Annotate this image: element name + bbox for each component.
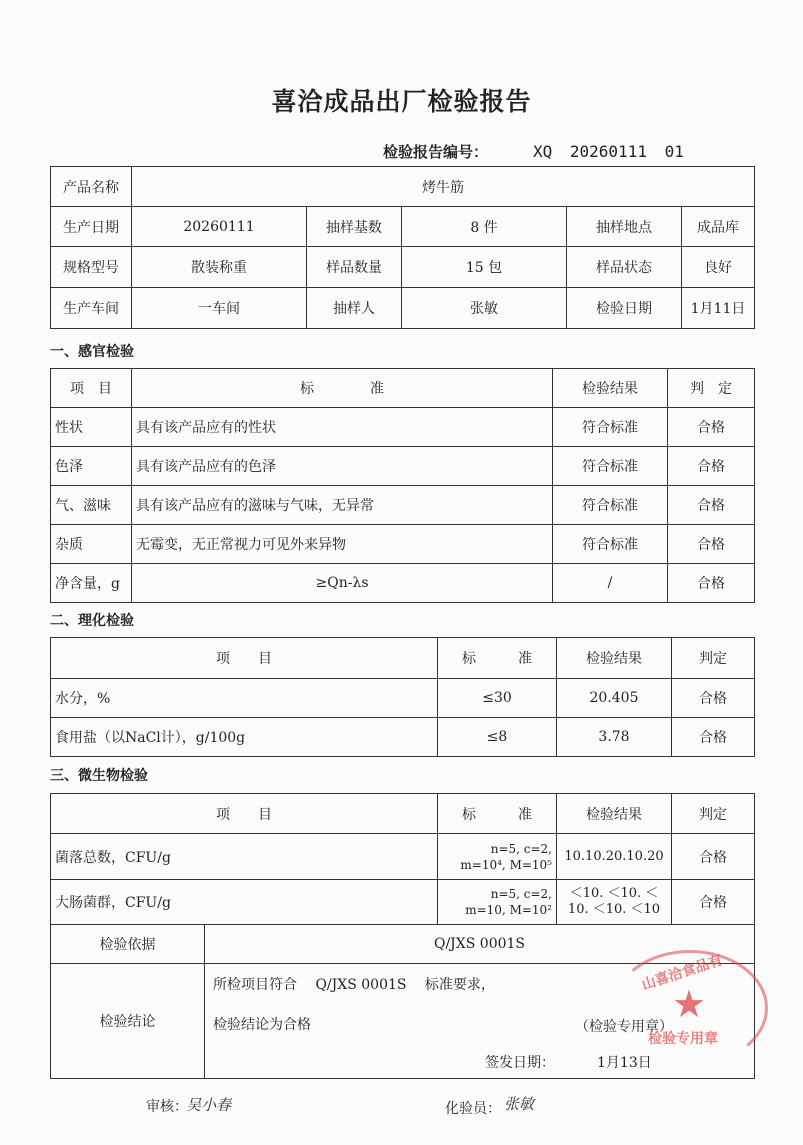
micro-result: 10.10.20.10.20 (557, 834, 672, 880)
physchem-verdict: 合格 (672, 718, 755, 757)
micro-item: 大肠菌群，CFU/g (51, 880, 438, 925)
sensory-result: 符合标准 (553, 408, 668, 447)
production-date-label: 生产日期 (51, 207, 132, 247)
production-date-value: 20260111 (132, 207, 307, 247)
issue-date-value: 1月13日 (597, 1055, 652, 1071)
spec-label: 规格型号 (51, 247, 132, 288)
physchem-result: 20.405 (557, 679, 672, 718)
reviewer-signature: 吴小春 (186, 1096, 232, 1114)
sensory-item: 净含量，g (51, 564, 132, 603)
sensory-result: / (553, 564, 668, 603)
micro-verdict: 合格 (672, 834, 755, 880)
physchem-verdict: 合格 (672, 679, 755, 718)
product-name-label: 产品名称 (51, 167, 132, 207)
sample-base-label: 抽样基数 (307, 207, 402, 247)
stamp-note: （检验专用章） (575, 1019, 673, 1035)
micro-standard-line: n=5, c=2, (490, 841, 552, 856)
micro-result-line: 10. ＜10. ＜10 (567, 902, 661, 917)
conclusion-line2: 检验结论为合格 (213, 1017, 311, 1033)
physchem-item: 水分，% (51, 679, 438, 718)
basis-value: Q/JXS 0001S (205, 925, 755, 964)
sensory-standard: ≥Qn-λs (132, 564, 553, 603)
micro-heading: 三、微生物检验 (50, 768, 148, 784)
sensory-result: 符合标准 (553, 447, 668, 486)
sensory-standard: 具有该产品应有的色泽 (132, 447, 553, 486)
sensory-standard: 无霉变，无正常视力可见外来异物 (132, 525, 553, 564)
conclusion-line1: 所检项目符合 Q/JXS 0001S 标准要求， (213, 977, 495, 993)
sensory-item: 性状 (51, 408, 132, 447)
product-info-table (50, 166, 755, 329)
sensory-verdict: 合格 (668, 486, 755, 525)
micro-standard (438, 880, 557, 925)
header-standard: 标 准 (132, 369, 553, 408)
sampler-label: 抽样人 (307, 288, 402, 329)
inspect-date-value: 1月11日 (682, 288, 755, 329)
sensory-heading: 一、感官检验 (50, 344, 134, 360)
header-verdict: 判定 (672, 638, 755, 679)
stamp-top-text: 山喜洽食品有 (639, 952, 725, 994)
sensory-verdict: 合格 (668, 564, 755, 603)
physchem-standard: ≤30 (438, 679, 557, 718)
workshop-label: 生产车间 (51, 288, 132, 329)
micro-standard-line: m=10, M=10² (465, 903, 552, 917)
header-item: 项 目 (51, 369, 132, 408)
basis-label: 检验依据 (51, 925, 205, 964)
sample-base-value: 8 件 (402, 207, 567, 247)
star-icon: ★ (672, 982, 707, 1026)
workshop-value: 一车间 (132, 288, 307, 329)
micro-item: 菌落总数，CFU/g (51, 834, 438, 880)
physchem-table (50, 637, 755, 757)
tester-signature: 张敏 (504, 1095, 535, 1113)
sensory-table (50, 368, 755, 603)
report-number-label: 检验报告编号： (383, 143, 489, 161)
micro-standard (438, 834, 557, 880)
sensory-item: 色泽 (51, 447, 132, 486)
header-item: 项 目 (51, 638, 438, 679)
header-item: 项 目 (51, 794, 438, 834)
sensory-item: 气、滋味 (51, 486, 132, 525)
sampler-value: 张敏 (402, 288, 567, 329)
micro-result-line: ＜10. ＜10. ＜ (569, 886, 659, 901)
sensory-result: 符合标准 (553, 525, 668, 564)
header-standard: 标 准 (438, 638, 557, 679)
micro-result (557, 880, 672, 925)
sample-qty-value: 15 包 (402, 247, 567, 288)
header-verdict: 判 定 (668, 369, 755, 408)
physchem-item: 食用盐（以NaCl计），g/100g (51, 718, 438, 757)
sensory-verdict: 合格 (668, 447, 755, 486)
reviewer-label: 审核： (146, 1099, 188, 1115)
header-result: 检验结果 (557, 794, 672, 834)
sample-place-value: 成品库 (682, 207, 755, 247)
sensory-standard: 具有该产品应有的性状 (132, 408, 553, 447)
micro-table (50, 793, 755, 925)
report-number-value: XQ 20260111 01 (533, 142, 684, 161)
sensory-item: 杂质 (51, 525, 132, 564)
sensory-verdict: 合格 (668, 408, 755, 447)
header-result: 检验结果 (553, 369, 668, 408)
stamp-bottom-text: 检验专用章 (648, 1031, 718, 1047)
sensory-verdict: 合格 (668, 525, 755, 564)
header-result: 检验结果 (557, 638, 672, 679)
tester-label: 化验员： (445, 1101, 501, 1117)
micro-standard-line: n=5, c=2, (490, 887, 552, 901)
header-standard: 标 准 (438, 794, 557, 834)
header-verdict: 判定 (672, 794, 755, 834)
physchem-heading: 二、理化检验 (50, 613, 134, 629)
spec-value: 散装称重 (132, 247, 307, 288)
sensory-result: 符合标准 (553, 486, 668, 525)
micro-standard-line: m=10⁴, M=10⁵ (460, 857, 552, 872)
product-name-value: 烤牛筋 (132, 167, 755, 207)
sample-qty-label: 样品数量 (307, 247, 402, 288)
inspect-date-label: 检验日期 (567, 288, 682, 329)
sample-state-value: 良好 (682, 247, 755, 288)
sample-place-label: 抽样地点 (567, 207, 682, 247)
physchem-result: 3.78 (557, 718, 672, 757)
sample-state-label: 样品状态 (567, 247, 682, 288)
issue-date-label: 签发日期： (485, 1055, 555, 1071)
physchem-standard: ≤8 (438, 718, 557, 757)
report-title: 喜洽成品出厂检验报告 (271, 87, 532, 116)
micro-verdict: 合格 (672, 880, 755, 925)
sensory-standard: 具有该产品应有的滋味与气味，无异常 (132, 486, 553, 525)
conclusion-label: 检验结论 (51, 964, 205, 1079)
